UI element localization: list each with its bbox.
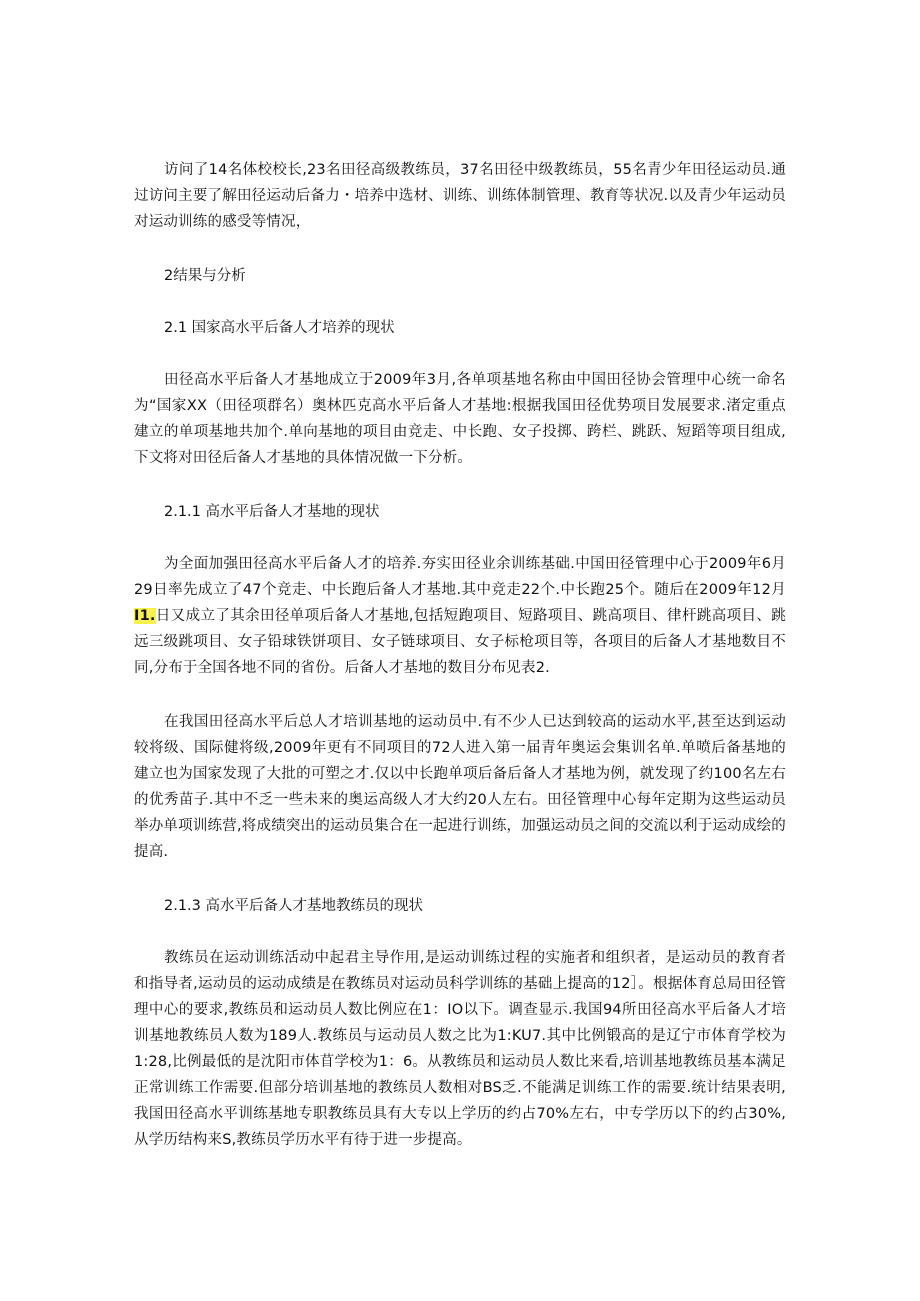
- paragraph-athletes: 在我国田径高水平后总人才培训基地的运动员中.有不少人已达到较高的运动水平,甚至达到运动较将级、国际健将级,2009年更有不同项目的72人进入第一届青年奥运会集训名单.单喷后备基地的建立也为国家发现了大批的可塑之才.仅以中长跑单项后备后备人才基地为例，就发现了约100名左右的优秀苗子.其中不乏一些未来的奥运高级人才大约20人左右。田径管理中心每年定期为这些运动员举办单项训练营,将成绩突出的运动员集合在一起进行训练，加强运动员之间的交流以利于运动成绘的提高.: [134, 714, 786, 860]
- paragraph-text: 日又成立了其余田径单项后备人才基地,包括短跑项目、短路项目、跳高项目、律杆跳高项目、跳远三级跳项目、女子铅球铁饼项目、女子链球项目、女子标枪项目等，各项目的后备人才基地数目不同,分布于全国各地不同的省份。后备人才基地的数目分布见表2.: [134, 608, 786, 676]
- paragraph-2-1-1: [134, 551, 786, 681]
- paragraph-2-1-3: 教练员在运动训练活动中起君主导作用,是运动训练过程的实施者和组织者，是运动员的教育者和指导者,运动员的运动成绩是在教练员对运动员科学训练的基础上提高的12］。根据体育总局田径管理中心的要求,教练员和运动员人数比例应在1：IO以下。调查显示.我国94所田径高水平后备人才培训基地教练员人数为189人.教练员与运动员人数之比为1:KU7.其中比例锻高的是辽宁市体育学校为1:28,比例最低的是沈阳市体苜学校为1：6。从教练员和运动员人数比来看,培训基地教练员基本满足正常训练工作需要.但部分培训基地的教练员人数相对BS乏.不能满足训练工作的需要.统计结果表明,我国田径高水平训练基地专职教练员具有大专以上学历的约占70%左右，中专学历以下的约占30%,从学历结构来S,教练员学历水平有待于进一步提高。: [134, 950, 786, 1148]
- section-heading-2-1: 2.1 国家高水平后备人才培养的现状: [164, 320, 395, 336]
- highlighted-text: I1.: [134, 608, 156, 624]
- intro-paragraph: 访问了14名体校校长,23名田径高级教练员，37名田径中级教练员，55名青少年田径运动员.通过访问主要了解田径运动后备力・培养中选材、训练、训练体制管理、教育等状况.以及青少年运动员对运动训练的感受等情况，: [134, 162, 786, 230]
- document-body: [134, 157, 786, 1153]
- section-heading-2-1-1: 2.1.1 高水平后备人才基地的现状: [164, 504, 380, 520]
- section-heading-2: 2结果与分析: [164, 268, 246, 284]
- section-heading-2-1-3: 2.1.3 高水平后备人才基地教练员的现状: [164, 898, 424, 914]
- paragraph-text: 为全面加强田径高水平后备人才的培养.夯实田径业余训练基础.中国田径管理中心于2009年6月29日率先成立了47个竞走、中长跑后备人才基地.其中竞走22个.中长跑25个。随后在2009年12月: [134, 556, 786, 598]
- paragraph-2-1: 田径高水平后备人才基地成立于2009年3月,各单项基地名称由中国田径协会管理中心统一命名为“国家XX（田径项群名）奥林匹克高水平后备人才基地:根据我国田径优势项目发展要求.渚定重点建立的单项基地共加个.单向基地的项目由竞走、中长跑、女子投掷、跨栏、跳跃、短蹈等项目组成,下文将对田径后备人才基地的具体情况做一下分析。: [134, 372, 786, 466]
